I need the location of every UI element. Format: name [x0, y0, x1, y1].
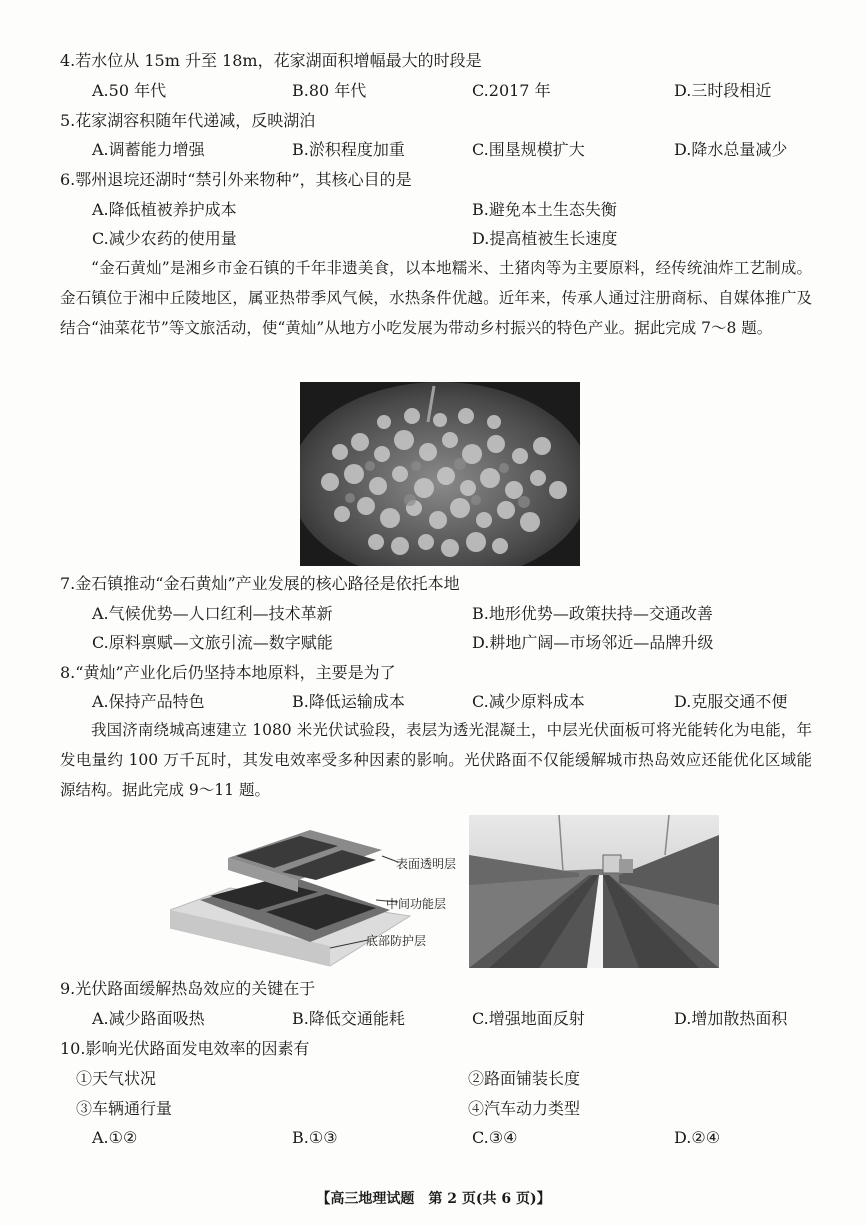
- solar-road-layer-diagram: [170, 818, 460, 968]
- question-6-option-c[interactable]: C.减少农药的使用量: [92, 229, 237, 248]
- question-4-option-b[interactable]: B.80 年代: [292, 81, 367, 100]
- question-4-stem: 4.若水位从 15m 升至 18m，花家湖面积增幅最大的时段是: [60, 51, 482, 70]
- question-9-option-b[interactable]: B.降低交通能耗: [292, 1009, 405, 1028]
- question-8-option-d[interactable]: D.克服交通不便: [674, 692, 788, 711]
- question-8-option-c[interactable]: C.减少原料成本: [472, 692, 585, 711]
- question-5-stem: 5.花家湖容积随年代递减，反映湖泊: [60, 111, 316, 130]
- question-7-stem: 7.金石镇推动“金石黄灿”产业发展的核心路径是依托本地: [60, 574, 460, 593]
- question-8-option-b[interactable]: B.降低运输成本: [292, 692, 405, 711]
- question-10-option-c[interactable]: C.③④: [472, 1128, 518, 1147]
- question-4-option-c[interactable]: C.2017 年: [472, 81, 551, 100]
- question-6-option-d[interactable]: D.提高植被生长速度: [472, 229, 618, 248]
- passage-solar-road: 我国济南绕城高速建立 1080 米光伏试验段，表层为透光混凝土，中层光伏面板可将光能转化为电能，年发电量约 100 万千瓦时，其发电效率受多种因素的影响。光伏路面不仅能缓解城市热岛效应还能优化区域能源结构。据此完成 9～11 题。: [60, 721, 812, 799]
- layer-label-middle: 中间功能层: [386, 897, 447, 911]
- question-7-option-c[interactable]: C.原料禀赋—文旅引流—数字赋能: [92, 633, 333, 652]
- page-footer: 【高三地理试题 第 2 页(共 6 页)】: [316, 1191, 551, 1207]
- question-9-option-d[interactable]: D.增加散热面积: [674, 1009, 788, 1028]
- passage-huangcan: “金石黄灿”是湘乡市金石镇的千年非遗美食，以本地糯米、土猪肉等为主要原料，经传统油炸工艺制成。金石镇位于湘中丘陵地区，属亚热带季风气候，水热条件优越。近年来，传承人通过注册商标、自媒体推广及结合“油菜花节”等文旅活动，使“黄灿”从地方小吃发展为带动乡村振兴的特色产业。据此完成 7～8 题。: [60, 259, 812, 337]
- question-6-stem: 6.鄂州退垸还湖时“禁引外来物种”，其核心目的是: [60, 170, 412, 189]
- question-10-option-d[interactable]: D.②④: [674, 1128, 721, 1147]
- question-7-option-d[interactable]: D.耕地广阔—市场邻近—品牌升级: [472, 633, 714, 652]
- question-5-option-b[interactable]: B.淤积程度加重: [292, 140, 405, 159]
- huangcan-photo: [300, 382, 580, 566]
- question-10-item-2: ②路面铺装长度: [468, 1069, 581, 1088]
- question-5-option-d[interactable]: D.降水总量减少: [674, 140, 788, 159]
- question-5-option-a[interactable]: A.调蓄能力增强: [92, 140, 205, 159]
- question-10-item-4: ④汽车动力类型: [468, 1099, 581, 1118]
- question-10-item-1: ①天气状况: [76, 1069, 157, 1088]
- solar-highway-photo: [469, 815, 719, 968]
- question-6-option-a[interactable]: A.降低植被养护成本: [92, 200, 237, 219]
- question-8-stem: 8.“黄灿”产业化后仍坚持本地原料，主要是为了: [60, 663, 396, 682]
- layer-label-bottom: 底部防护层: [366, 934, 427, 948]
- question-4-option-d[interactable]: D.三时段相近: [674, 81, 772, 100]
- layer-label-surface: 表面透明层: [396, 857, 457, 871]
- question-10-stem: 10.影响光伏路面发电效率的因素有: [60, 1039, 310, 1058]
- question-9-option-c[interactable]: C.增强地面反射: [472, 1009, 585, 1028]
- question-10-option-a[interactable]: A.①②: [92, 1128, 138, 1147]
- question-9-option-a[interactable]: A.减少路面吸热: [92, 1009, 205, 1028]
- question-5-option-c[interactable]: C.围垦规模扩大: [472, 140, 585, 159]
- question-10-item-3: ③车辆通行量: [76, 1099, 173, 1118]
- question-8-option-a[interactable]: A.保持产品特色: [92, 692, 205, 711]
- question-7-option-a[interactable]: A.气候优势—人口红利—技术革新: [92, 604, 333, 623]
- question-10-option-b[interactable]: B.①③: [292, 1128, 338, 1147]
- question-7-option-b[interactable]: B.地形优势—政策扶持—交通改善: [472, 604, 713, 623]
- question-9-stem: 9.光伏路面缓解热岛效应的关键在于: [60, 979, 316, 998]
- question-4-option-a[interactable]: A.50 年代: [92, 81, 167, 100]
- question-6-option-b[interactable]: B.避免本土生态失衡: [472, 200, 617, 219]
